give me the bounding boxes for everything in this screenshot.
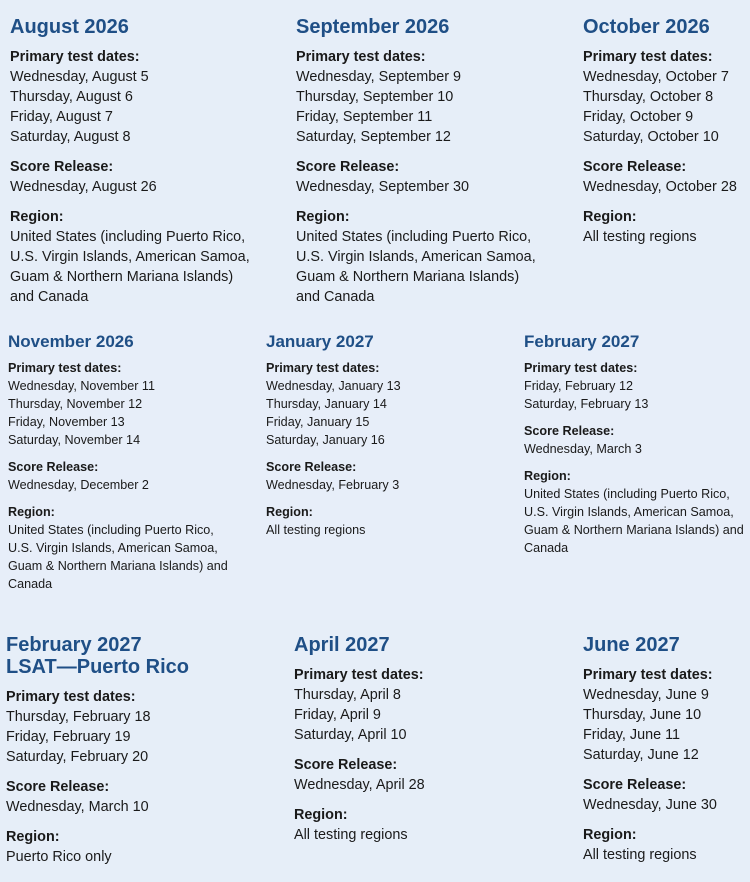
score-release-label: Score Release:	[583, 777, 687, 793]
test-date: Wednesday, October 7	[583, 69, 729, 85]
primary-dates-label: Primary test dates:	[10, 49, 140, 65]
region-text: All testing regions	[294, 827, 408, 843]
region-text: United States (including Puerto Rico, U.S. Virgin Islands, American Samoa, Guam & Northern Mariana Islands) and Canada	[10, 229, 250, 305]
score-release-label: Score Release:	[296, 159, 400, 175]
month-card-september-2026	[296, 16, 566, 307]
month-heading: October 2026	[583, 16, 710, 38]
month-card-august-2026	[10, 16, 280, 307]
score-release-date: Wednesday, February 3	[266, 478, 400, 492]
test-date: Wednesday, August 5	[10, 69, 149, 85]
test-date: Thursday, November 12	[8, 397, 143, 411]
region-text: All testing regions	[583, 229, 697, 245]
score-release-label: Score Release:	[583, 159, 687, 175]
primary-dates-label: Primary test dates:	[6, 689, 136, 705]
score-release-label: Score Release:	[524, 424, 615, 438]
test-date: Friday, August 7	[10, 109, 113, 125]
region-text: United States (including Puerto Rico, U.S. Virgin Islands, American Samoa, Guam & Northern Mariana Islands) and Canada	[8, 523, 228, 591]
month-heading: February 2027	[524, 332, 640, 351]
test-date: Wednesday, June 9	[583, 687, 709, 703]
primary-dates-label: Primary test dates:	[8, 361, 122, 375]
test-date: Saturday, September 12	[296, 129, 451, 145]
score-release-date: Wednesday, August 26	[10, 179, 157, 195]
score-release-label: Score Release:	[8, 460, 99, 474]
test-date: Saturday, August 8	[10, 129, 131, 145]
test-date: Saturday, June 12	[583, 747, 699, 763]
test-date: Friday, June 11	[583, 727, 681, 743]
month-card-january-2027	[266, 332, 511, 539]
region-label: Region:	[583, 827, 637, 843]
region-text: United States (including Puerto Rico, U.S. Virgin Islands, American Samoa, Guam & Northern Mariana Islands) and Canada	[524, 487, 744, 555]
region-text: All testing regions	[266, 523, 366, 537]
region-text: United States (including Puerto Rico, U.S. Virgin Islands, American Samoa, Guam & Northern Mariana Islands) and Canada	[296, 229, 536, 305]
score-release-date: Wednesday, April 28	[294, 777, 425, 793]
primary-dates-label: Primary test dates:	[583, 667, 713, 683]
test-date: Saturday, October 10	[583, 129, 719, 145]
test-date: Friday, January 15	[266, 415, 370, 429]
score-release-label: Score Release:	[6, 779, 110, 795]
score-release-label: Score Release:	[10, 159, 114, 175]
test-date: Friday, April 9	[294, 707, 381, 723]
score-release-date: Wednesday, December 2	[8, 478, 149, 492]
score-release-label: Score Release:	[294, 757, 398, 773]
month-card-november-2026	[8, 332, 253, 593]
test-date: Thursday, June 10	[583, 707, 702, 723]
test-date: Wednesday, September 9	[296, 69, 462, 85]
test-date: Saturday, November 14	[8, 433, 141, 447]
test-date: Wednesday, January 13	[266, 379, 401, 393]
score-release-date: Wednesday, October 28	[583, 179, 737, 195]
test-date: Thursday, April 8	[294, 687, 401, 703]
test-date: Thursday, February 18	[6, 709, 151, 725]
test-date: Saturday, February 20	[6, 749, 149, 765]
region-label: Region:	[524, 469, 571, 483]
row-2-panel	[0, 310, 750, 620]
primary-dates-label: Primary test dates:	[524, 361, 638, 375]
region-text: All testing regions	[583, 847, 697, 863]
month-card-april-2027	[294, 634, 564, 845]
month-heading: February 2027	[6, 634, 142, 656]
month-card-june-2027	[583, 634, 748, 865]
test-date: Thursday, January 14	[266, 397, 387, 411]
region-label: Region:	[10, 209, 64, 225]
month-heading: June 2027	[583, 634, 680, 656]
region-text: Puerto Rico only	[6, 849, 112, 865]
month-subheading: LSAT—Puerto Rico	[6, 656, 189, 678]
score-release-date: Wednesday, March 10	[6, 799, 149, 815]
test-date: Friday, September 11	[296, 109, 433, 125]
test-date: Friday, February 19	[6, 729, 131, 745]
month-card-october-2026	[583, 16, 748, 247]
test-date: Friday, February 12	[524, 379, 633, 393]
row-3-panel	[0, 620, 750, 882]
test-date: Thursday, August 6	[10, 89, 133, 105]
row-1-panel	[0, 0, 750, 310]
month-heading: August 2026	[10, 16, 129, 38]
primary-dates-label: Primary test dates:	[583, 49, 713, 65]
score-release-date: Wednesday, September 30	[296, 179, 470, 195]
primary-dates-label: Primary test dates:	[296, 49, 426, 65]
primary-dates-label: Primary test dates:	[266, 361, 380, 375]
primary-dates-label: Primary test dates:	[294, 667, 424, 683]
month-heading: November 2026	[8, 332, 134, 351]
score-release-label: Score Release:	[266, 460, 357, 474]
score-release-date: Wednesday, March 3	[524, 442, 642, 456]
test-date: Wednesday, November 11	[8, 379, 156, 393]
test-date: Thursday, September 10	[296, 89, 454, 105]
month-heading: January 2027	[266, 332, 374, 351]
month-card-february-2027-puerto-rico	[6, 634, 276, 867]
month-heading: April 2027	[294, 634, 390, 656]
region-label: Region:	[296, 209, 350, 225]
region-label: Region:	[583, 209, 637, 225]
test-date: Thursday, October 8	[583, 89, 714, 105]
region-label: Region:	[294, 807, 348, 823]
month-heading: September 2026	[296, 16, 450, 38]
test-date: Saturday, February 13	[524, 397, 649, 411]
test-date: Friday, October 9	[583, 109, 694, 125]
month-card-february-2027	[524, 332, 748, 557]
region-label: Region:	[8, 505, 55, 519]
test-date: Saturday, April 10	[294, 727, 407, 743]
test-date: Saturday, January 16	[266, 433, 385, 447]
score-release-date: Wednesday, June 30	[583, 797, 717, 813]
region-label: Region:	[6, 829, 60, 845]
region-label: Region:	[266, 505, 313, 519]
test-date: Friday, November 13	[8, 415, 125, 429]
